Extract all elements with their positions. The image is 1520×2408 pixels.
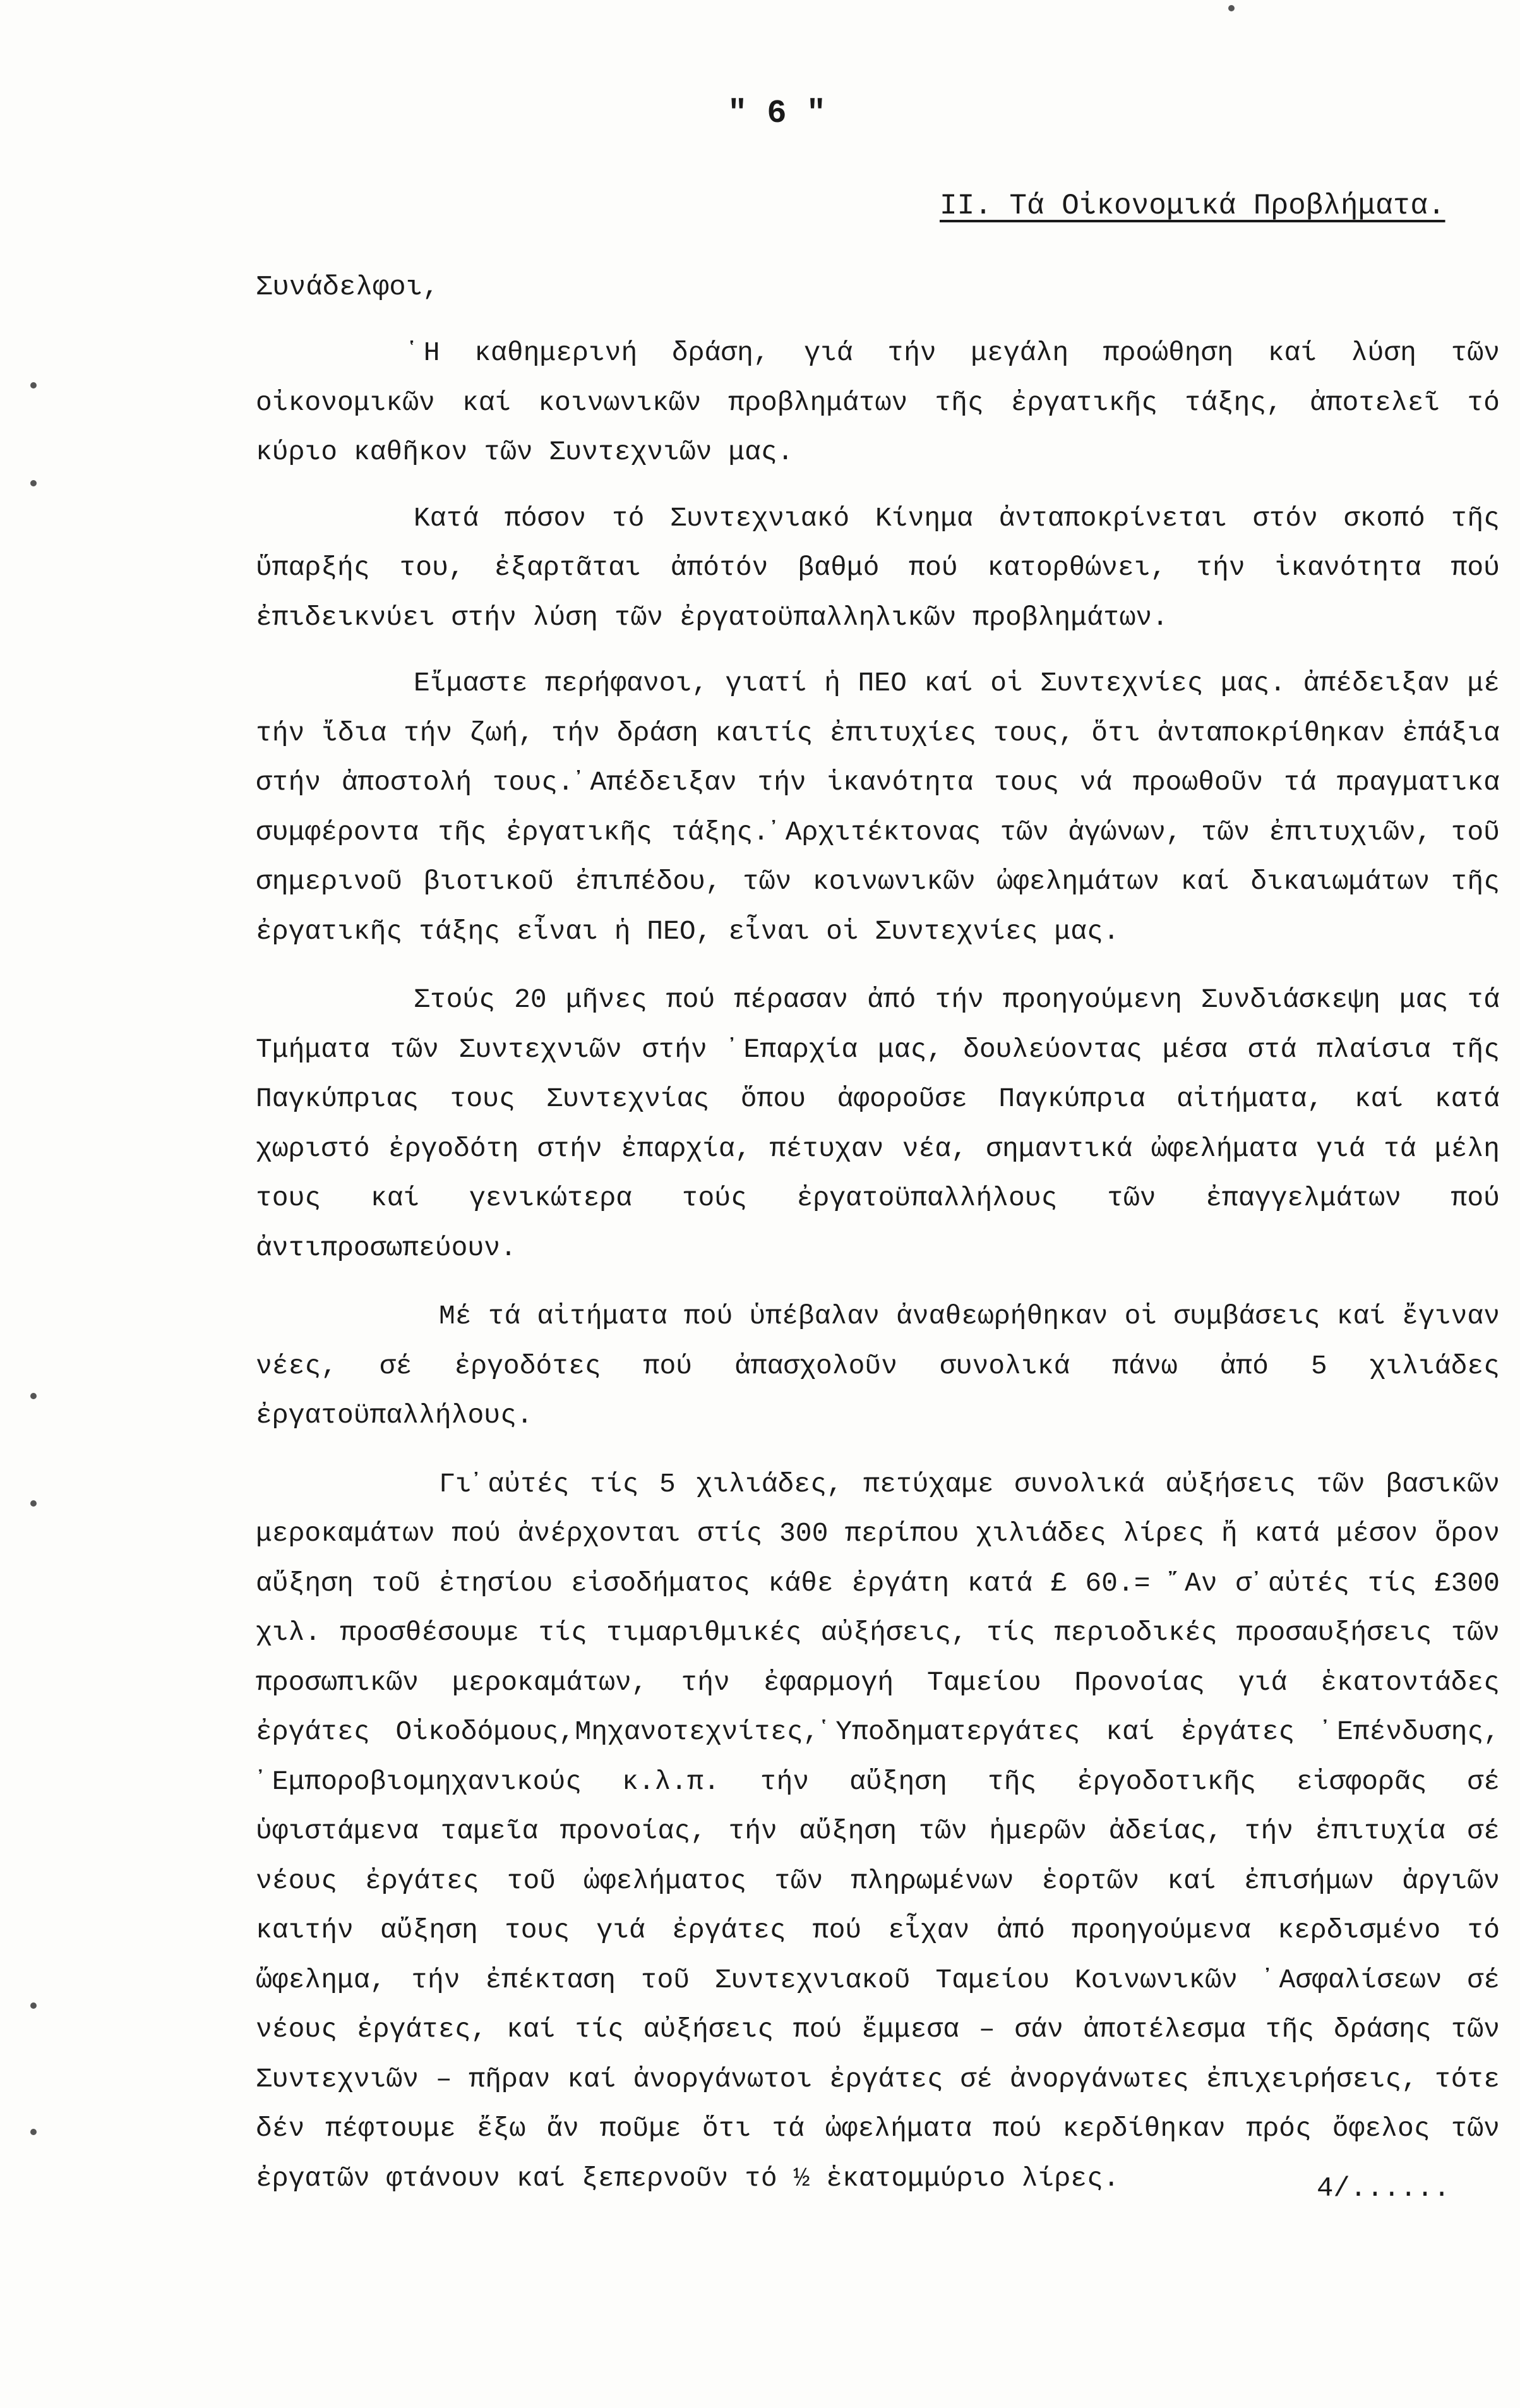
paragraph-5: Μέ τά αἰτήματα πού ὑπέβαλαν ἀναθεωρήθηκαν οἱ συμβάσεις καί ἔγιναν νέες, σέ ἐργοδότες πού ἀπασχολοῦν συνολικά πάνω ἀπό 5 χιλιάδες ἐργατοϋπαλλήλους. [256, 1301, 1500, 1431]
section-heading: II. Τά Οἰκονομικά Προβλήματα. [940, 190, 1445, 222]
margin-dot [30, 382, 37, 388]
paragraph-6: Γι᾿αὐτές τίς 5 χιλιάδες, πετύχαμε συνολικά αὐξήσεις τῶν βασικῶν μεροκαμάτων πού ἀνέρχονται στίς 300 περίπου χιλιάδες λίρες ἤ κατά μέσον ὅρον αὔξηση τοῦ ἐτησίου εἰσοδήματος κάθε ἐργάτη κατά £ 60.= ῎Αν σ᾿αὐτές τίς £300 χιλ. προσθέσουμε τίς τιμαριθμικές αὐξήσεις, τίς περιοδικές προσαυξήσεις τῶν προσωπικῶν μεροκαμάτων, τήν ἐφαρμογή Ταμείου Προνοίας γιά ἑκατοντάδες ἐργάτες Οἰκοδόμους,Μηχανοτεχνίτες,῾Υποδηματεργάτες καί ἐργάτες ᾿Επένδυσης, ᾿Εμποροβιομηχανικούς κ.λ.π. τήν αὔξηση τῆς ἐργοδοτικῆς εἰσφορᾶς σέ ὑφιστάμενα ταμεῖα προνοίας, τήν αὔξηση τῶν ἡμερῶν ἀδείας, τήν ἐπιτυχία σέ νέους ἐργάτες τοῦ ὠφελήματος τῶν πληρωμένων ἑορτῶν καί ἐπισήμων ἀργιῶν καιτήν αὔξηση τους γιά ἐργάτες πού εἶχαν ἀπό προηγούμενα κερδισμένο τό ὤφελημα, τήν ἐπέκταση τοῦ Συντεχνιακοῦ Ταμείου Κοινωνικῶν ᾿Ασφαλίσεων σέ νέους ἐργάτες, καί τίς αὐξήσεις πού ἔμμεσα – σάν ἀποτέλεσμα τῆς δράσης τῶν Συντεχνιῶν – πῆραν καί ἀνοργάνωτοι ἐργάτες σέ ἀνοργάνωτες ἐπιχειρήσεις, τότε δέν πέφτουμε ἔξω ἄν ποῦμε ὅτι τά ὠφελήματα πού κερδίθηκαν πρός ὄφελος τῶν ἐργατῶν φτάνουν καί ξεπερνοῦν τό ½ ἑκατομμύριο λίρες. [256, 1468, 1500, 2194]
margin-dot [30, 2129, 37, 2135]
salutation: Συνάδελφοι, [256, 272, 440, 303]
document-body [256, 328, 1500, 2203]
paragraph-4: Στούς 20 μῆνες πού πέρασαν ἀπό τήν προηγούμενη Συνδιάσκεψη μας τά Τμήματα τῶν Συντεχνιῶν στήν ᾿Επαρχία μας, δουλεύοντας μέσα στά πλαίσια τῆς Παγκύπριας τους Συντεχνίας ὅπου ἀφοροῦσε Παγκύπρια αἰτήματα, καί κατά χωριστό ἐργοδότη στήν ἐπαρχία, πέτυχαν νέα, σημαντικά ὠφελήματα γιά τά μέλη τους καί γενικώτερα τούς ἐργατοϋπαλλήλους τῶν ἐπαγγελμάτων πού ἀντιπροσωπεύουν. [256, 984, 1500, 1263]
margin-dot [30, 480, 37, 486]
margin-dot [30, 1393, 37, 1399]
margin-dot [30, 2002, 37, 2009]
paragraph-1: ῾Η καθημερινή δράση, γιά τήν μεγάλη προώθηση καί λύση τῶν οἰκονομικῶν καί κοινωνικῶν προβλημάτων τῆς ἐργατικῆς τάξης, ἀποτελεῖ τό κύριο καθῆκον τῶν Συντεχνιῶν μας. [256, 337, 1500, 467]
continuation-marker: 4/...... [1317, 2173, 1451, 2205]
margin-dot [30, 1500, 37, 1507]
paragraph-3: Εἴμαστε περήφανοι, γιατί ἡ ΠΕΟ καί οἱ Συντεχνίες μας. ἀπέδειξαν μέ τήν ἴδια τήν ζωή, τήν δράση καιτίς ἐπιτυχίες τους, ὅτι ἀνταποκρίθηκαν ἐπάξια στήν ἀποστολή τους.᾿Απέδειξαν τήν ἱκανότητα τους νά προωθοῦν τά πραγματικα συμφέροντα τῆς ἐργατικῆς τάξης.᾿Αρχιτέκτονας τῶν ἀγώνων, τῶν ἐπιτυχιῶν, τοῦ σημερινοῦ βιοτικοῦ ἐπιπέδου, τῶν κοινωνικῶν ὠφελημάτων καί δικαιωμάτων τῆς ἐργατικῆς τάξης εἶναι ἡ ΠΕΟ, εἶναι οἱ Συντεχνίες μας. [256, 668, 1500, 947]
margin-dot [1228, 5, 1235, 11]
page-number: " 6 " [727, 95, 827, 132]
paragraph-2: Κατά πόσον τό Συντεχνιακό Κίνημα ἀνταποκρίνεται στόν σκοπό τῆς ὕπαρξής του, ἐξαρτᾶται ἀπότόν βαθμό πού κατορθώνει, τήν ἱκανότητα πού ἐπιδεικνύει στήν λύση τῶν ἐργατοϋπαλληλικῶν προβλημάτων. [256, 502, 1500, 633]
